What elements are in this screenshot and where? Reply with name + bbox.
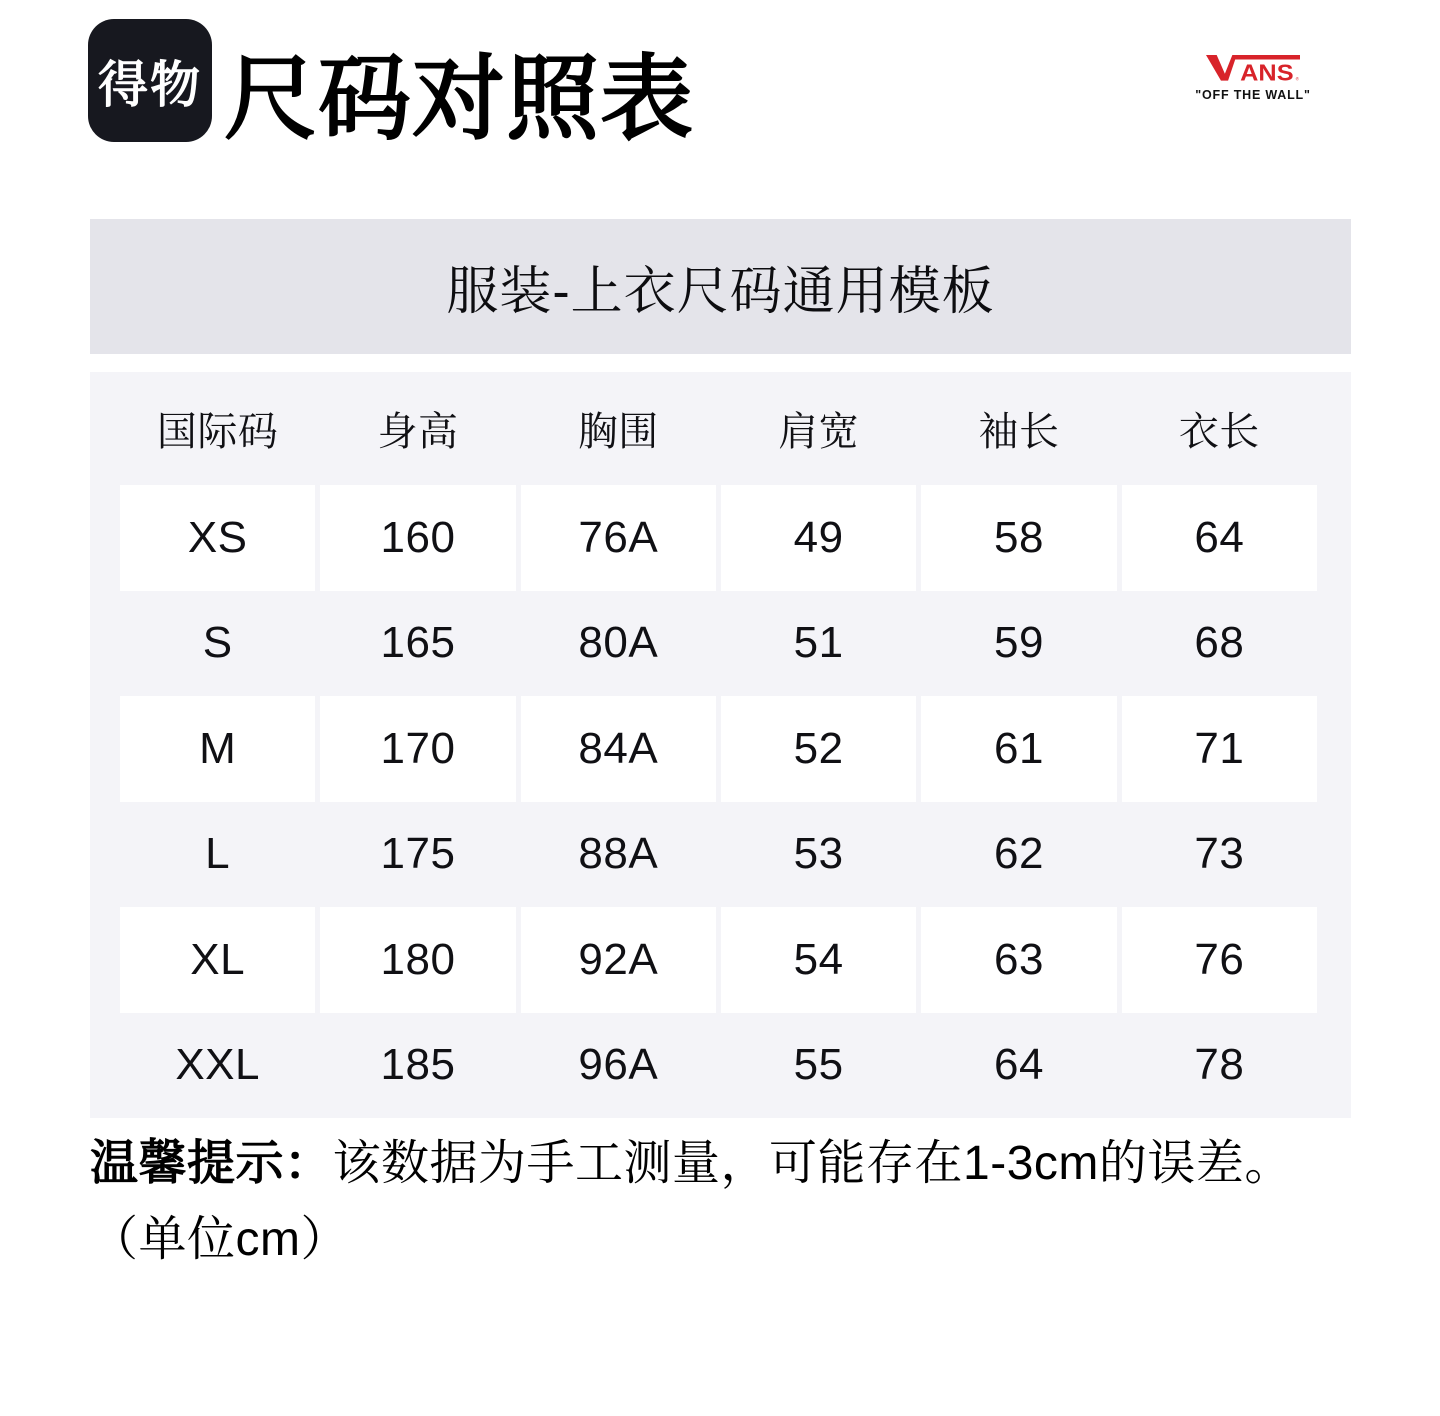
table-row	[90, 591, 1351, 697]
dewu-logo	[88, 19, 212, 142]
template-title-bar	[90, 219, 1351, 354]
table-cell: XL	[120, 907, 315, 1013]
footer-note	[90, 1138, 1293, 1266]
table-cell: XS	[120, 485, 315, 591]
vans-reg-mark: ®	[1295, 76, 1299, 81]
dewu-logo-text: 得物	[98, 56, 202, 113]
column-header: 国际码	[156, 410, 279, 454]
table-cell: 185	[380, 1040, 456, 1090]
note-line-unit: （单位cm）	[90, 1213, 349, 1266]
vans-logo-icon	[1206, 55, 1300, 81]
vans-tagline: "OFF THE WALL"	[1195, 88, 1311, 102]
table-cell: 71	[1122, 696, 1317, 802]
note-prefix: 温馨提示：	[90, 1137, 333, 1190]
table-row	[90, 485, 1351, 591]
size-table	[90, 372, 1351, 1118]
table-header-row	[90, 372, 1351, 485]
table-cell: 92A	[521, 907, 716, 1013]
table-cell: 63	[921, 907, 1116, 1013]
table-cell: L	[205, 829, 231, 879]
table-cell: 88A	[578, 829, 659, 879]
table-row	[90, 1013, 1351, 1119]
table-cell: 84A	[521, 696, 716, 802]
table-cell: 68	[1194, 618, 1245, 668]
column-header: 胸围	[577, 410, 659, 454]
vans-brand-logo	[1189, 55, 1317, 102]
column-header: 肩宽	[778, 410, 860, 454]
table-cell: 160	[320, 485, 515, 591]
table-cell: M	[120, 696, 315, 802]
table-cell: 76	[1122, 907, 1317, 1013]
table-cell: 80A	[578, 618, 659, 668]
column-header: 身高	[377, 410, 459, 454]
table-cell: 49	[721, 485, 916, 591]
note-line-measurement	[90, 1138, 1293, 1190]
table-cell: 73	[1194, 829, 1245, 879]
table-cell: 55	[793, 1040, 844, 1090]
column-header: 袖长	[978, 410, 1060, 454]
table-cell: 78	[1194, 1040, 1245, 1090]
table-cell: 96A	[578, 1040, 659, 1090]
table-cell: 62	[994, 829, 1044, 879]
template-title: 服装-上衣尺码通用模板	[446, 263, 995, 321]
table-cell: 53	[793, 829, 844, 879]
table-cell: XXL	[175, 1040, 260, 1090]
table-cell: 170	[320, 696, 515, 802]
page-title: 尺码对照表	[224, 47, 694, 151]
column-header: 衣长	[1178, 410, 1260, 454]
table-row	[90, 907, 1351, 1013]
table-cell: 51	[793, 618, 844, 668]
table-cell: S	[202, 618, 233, 668]
table-row	[90, 696, 1351, 802]
note-body: 该数据为手工测量，可能存在1-3cm的误差。	[332, 1137, 1293, 1190]
table-cell: 180	[320, 907, 515, 1013]
table-cell: 64	[994, 1040, 1044, 1090]
table-cell: 54	[721, 907, 916, 1013]
table-row	[90, 802, 1351, 908]
table-cell: 58	[921, 485, 1116, 591]
vans-ans-text: ANS	[1240, 59, 1294, 81]
table-cell: 59	[994, 618, 1044, 668]
table-cell: 165	[380, 618, 456, 668]
table-cell: 52	[721, 696, 916, 802]
table-cell: 61	[921, 696, 1116, 802]
table-cell: 76A	[521, 485, 716, 591]
table-cell: 64	[1122, 485, 1317, 591]
table-cell: 175	[380, 829, 456, 879]
